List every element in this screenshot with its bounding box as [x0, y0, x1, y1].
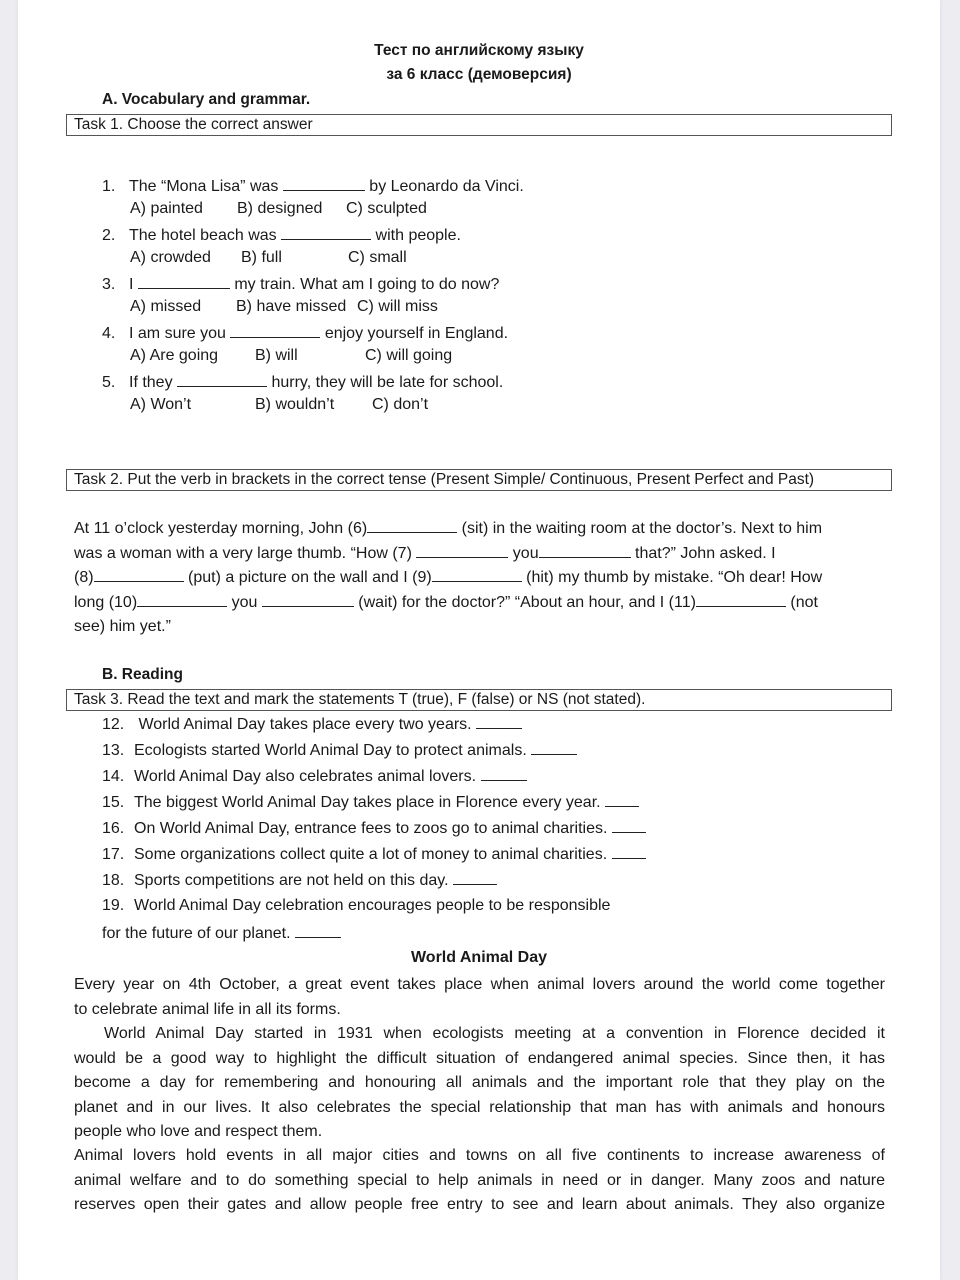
task3-box	[66, 689, 892, 711]
question-text: with people.	[371, 227, 461, 244]
reading-paragraph-2	[74, 1022, 885, 1145]
option-c: C) small	[348, 249, 407, 266]
text-line: animal welfare and to do something special to help animals in need or in danger. Many zoos and nature	[74, 1171, 885, 1189]
question-5	[102, 372, 503, 392]
answer-blank	[612, 844, 646, 859]
question-text: I am sure you	[129, 325, 231, 342]
reading-paragraph-1	[74, 973, 885, 1022]
answer-blank-6	[367, 518, 457, 533]
question-2	[102, 225, 461, 245]
text-segment: see) him yet.”	[74, 618, 171, 635]
text-line: to celebrate animal life in all its forms.	[74, 1000, 341, 1018]
text-line: become a day for remembering and honouring all animals and the important role that they play on the	[74, 1074, 885, 1091]
answer-blank-11	[696, 592, 786, 607]
question-text: The hotel beach was	[129, 227, 282, 244]
question-text: The “Mona Lisa” was	[129, 178, 283, 195]
text-line: Every year on 4th October, a great event takes place when animal lovers around the world come together	[74, 976, 885, 993]
text-line: reserves open their gates and allow people free entry to see and learn about animals. They also organize	[74, 1196, 885, 1213]
question-number: 2.	[102, 227, 116, 244]
option-a: A) Won’t	[130, 396, 192, 413]
answer-blank	[453, 870, 497, 885]
statement-number: 14.	[102, 768, 125, 785]
text-segment: you	[508, 544, 539, 562]
answer-blank	[612, 818, 646, 833]
task2-label: Task 2. Put the verb in brackets in the correct tense (Present Simple/ Continuous, Present Perfect and Past)	[74, 471, 815, 488]
question-number: 4.	[102, 325, 116, 342]
answer-blank	[481, 766, 527, 781]
text-segment: (not	[785, 593, 818, 611]
text-segment: that?” John asked. I	[630, 544, 776, 562]
answer-blank-9	[432, 567, 522, 582]
answer-blank	[281, 225, 371, 240]
option-b: B) full	[241, 249, 282, 266]
statement-18	[102, 870, 497, 890]
statement-text: On World Animal Day, entrance fees to zoos go to animal charities.	[134, 820, 612, 837]
option-b: B) designed	[237, 200, 323, 217]
question-3	[102, 274, 499, 294]
reading-paragraph-3	[74, 1144, 885, 1218]
reading-title: World Animal Day	[410, 949, 548, 966]
text-segment: (sit) in the waiting room at the doctor’s. Next to him	[457, 520, 823, 537]
text-segment: (put) a picture on the wall and I (9)	[183, 569, 432, 586]
answer-blank-10a	[137, 592, 227, 607]
doc-title-line1: Тест по английскому языку	[374, 42, 584, 59]
document-page	[18, 0, 940, 1280]
statement-text: for the future of our planet.	[102, 925, 296, 942]
statement-14	[102, 766, 527, 786]
question-4	[102, 323, 508, 343]
statement-text: World Animal Day takes place every two years.	[134, 716, 477, 733]
statement-number: 13.	[102, 742, 125, 759]
answer-blank	[605, 792, 639, 807]
doc-title-line2: за 6 класс (демоверсия)	[386, 66, 572, 83]
option-c: C) will going	[365, 347, 453, 364]
task2-line	[74, 591, 885, 616]
answer-blank	[230, 323, 320, 338]
task1-label: Task 1. Choose the correct answer	[74, 116, 313, 133]
statement-number: 17.	[102, 846, 125, 863]
task2-line	[74, 517, 885, 542]
text-segment: (hit) my thumb by mistake. “Oh dear! How	[521, 569, 823, 586]
statement-text: Some organizations collect quite a lot of money to animal charities.	[134, 846, 612, 863]
statement-number: 19.	[102, 897, 125, 914]
answer-blank-7b	[539, 543, 631, 558]
question-text: my train. What am I going to do now?	[229, 276, 500, 293]
statement-12	[102, 714, 522, 734]
text-line: World Animal Day started in 1931 when ecologists meeting at a convention in Florence decided it	[104, 1025, 885, 1042]
answer-blank-7a	[416, 543, 508, 558]
text-segment: (8)	[74, 569, 94, 586]
option-c: C) will miss	[357, 298, 438, 315]
statement-17	[102, 844, 646, 864]
option-b: B) will	[255, 347, 298, 364]
answer-blank	[138, 274, 230, 289]
question-number: 3.	[102, 276, 116, 293]
statement-text: Sports competitions are not held on this day.	[134, 872, 453, 889]
answer-blank-8	[94, 567, 184, 582]
statement-text: World Animal Day also celebrates animal lovers.	[134, 768, 481, 785]
question-5-options	[130, 396, 530, 416]
statement-number: 12.	[102, 716, 125, 733]
answer-blank	[531, 740, 577, 755]
statement-19	[102, 897, 610, 915]
text-line: Animal lovers hold events in all major cities and towns on all five continents to increase awareness of	[74, 1147, 885, 1164]
task1-box	[66, 114, 892, 136]
text-line: planet and in our lives. It also celebrates the special relationship that man has with animals and honours	[74, 1098, 885, 1116]
question-text: If they	[129, 374, 178, 391]
text-line: people who love and respect them.	[74, 1123, 323, 1140]
text-segment: (wait) for the doctor?” “About an hour, and I (11)	[353, 593, 696, 611]
option-a: A) Are going	[130, 347, 219, 364]
text-segment: At 11 o’clock yesterday morning, John (6)	[74, 520, 368, 537]
option-b: B) have missed	[236, 298, 347, 315]
task2-line	[74, 566, 885, 591]
section-a-heading: A. Vocabulary and grammar.	[102, 91, 311, 108]
question-text: hurry, they will be late for school.	[267, 374, 504, 391]
answer-blank-10b	[262, 592, 354, 607]
question-text: enjoy yourself in England.	[320, 325, 509, 342]
statement-number: 16.	[102, 820, 125, 837]
text-segment: you	[227, 593, 262, 611]
question-2-options	[130, 249, 530, 269]
answer-blank	[177, 372, 267, 387]
option-a: A) painted	[130, 200, 203, 217]
question-text: by Leonardo da Vinci.	[364, 178, 524, 195]
task2-line	[74, 615, 885, 640]
question-text: I	[129, 276, 138, 293]
section-b-heading: B. Reading	[102, 666, 183, 683]
statement-number: 18.	[102, 872, 125, 889]
option-c: C) don’t	[372, 396, 429, 413]
question-4-options	[130, 347, 530, 367]
text-segment: long (10)	[74, 593, 138, 611]
question-1-options	[130, 200, 530, 220]
statement-text: The biggest World Animal Day takes place in Florence every year.	[134, 794, 606, 811]
answer-blank	[295, 923, 341, 938]
question-3-options	[130, 298, 530, 318]
task3-label: Task 3. Read the text and mark the statements T (true), F (false) or NS (not stated).	[74, 691, 646, 708]
statement-13	[102, 740, 577, 760]
option-a: A) missed	[130, 298, 202, 315]
question-1	[102, 176, 524, 196]
option-b: B) wouldn’t	[255, 396, 335, 413]
answer-blank	[476, 714, 522, 729]
statement-15	[102, 792, 639, 812]
task2-box	[66, 469, 892, 491]
statement-16	[102, 818, 646, 838]
text-segment: was a woman with a very large thumb. “How (7)	[74, 544, 417, 562]
statement-text: World Animal Day celebration encourages people to be responsible	[134, 897, 611, 914]
text-line: would be a good way to highlight the difficult situation of endangered animal species. Since then, it has	[74, 1049, 885, 1067]
task2-paragraph	[74, 517, 885, 640]
statement-19-continued	[102, 923, 341, 943]
option-a: A) crowded	[130, 249, 211, 266]
answer-blank	[283, 176, 365, 191]
question-number: 1.	[102, 178, 116, 195]
task2-line	[74, 542, 885, 567]
option-c: C) sculpted	[346, 200, 427, 217]
statement-text: Ecologists started World Animal Day to protect animals.	[134, 742, 532, 759]
statement-number: 15.	[102, 794, 125, 811]
question-number: 5.	[102, 374, 116, 391]
